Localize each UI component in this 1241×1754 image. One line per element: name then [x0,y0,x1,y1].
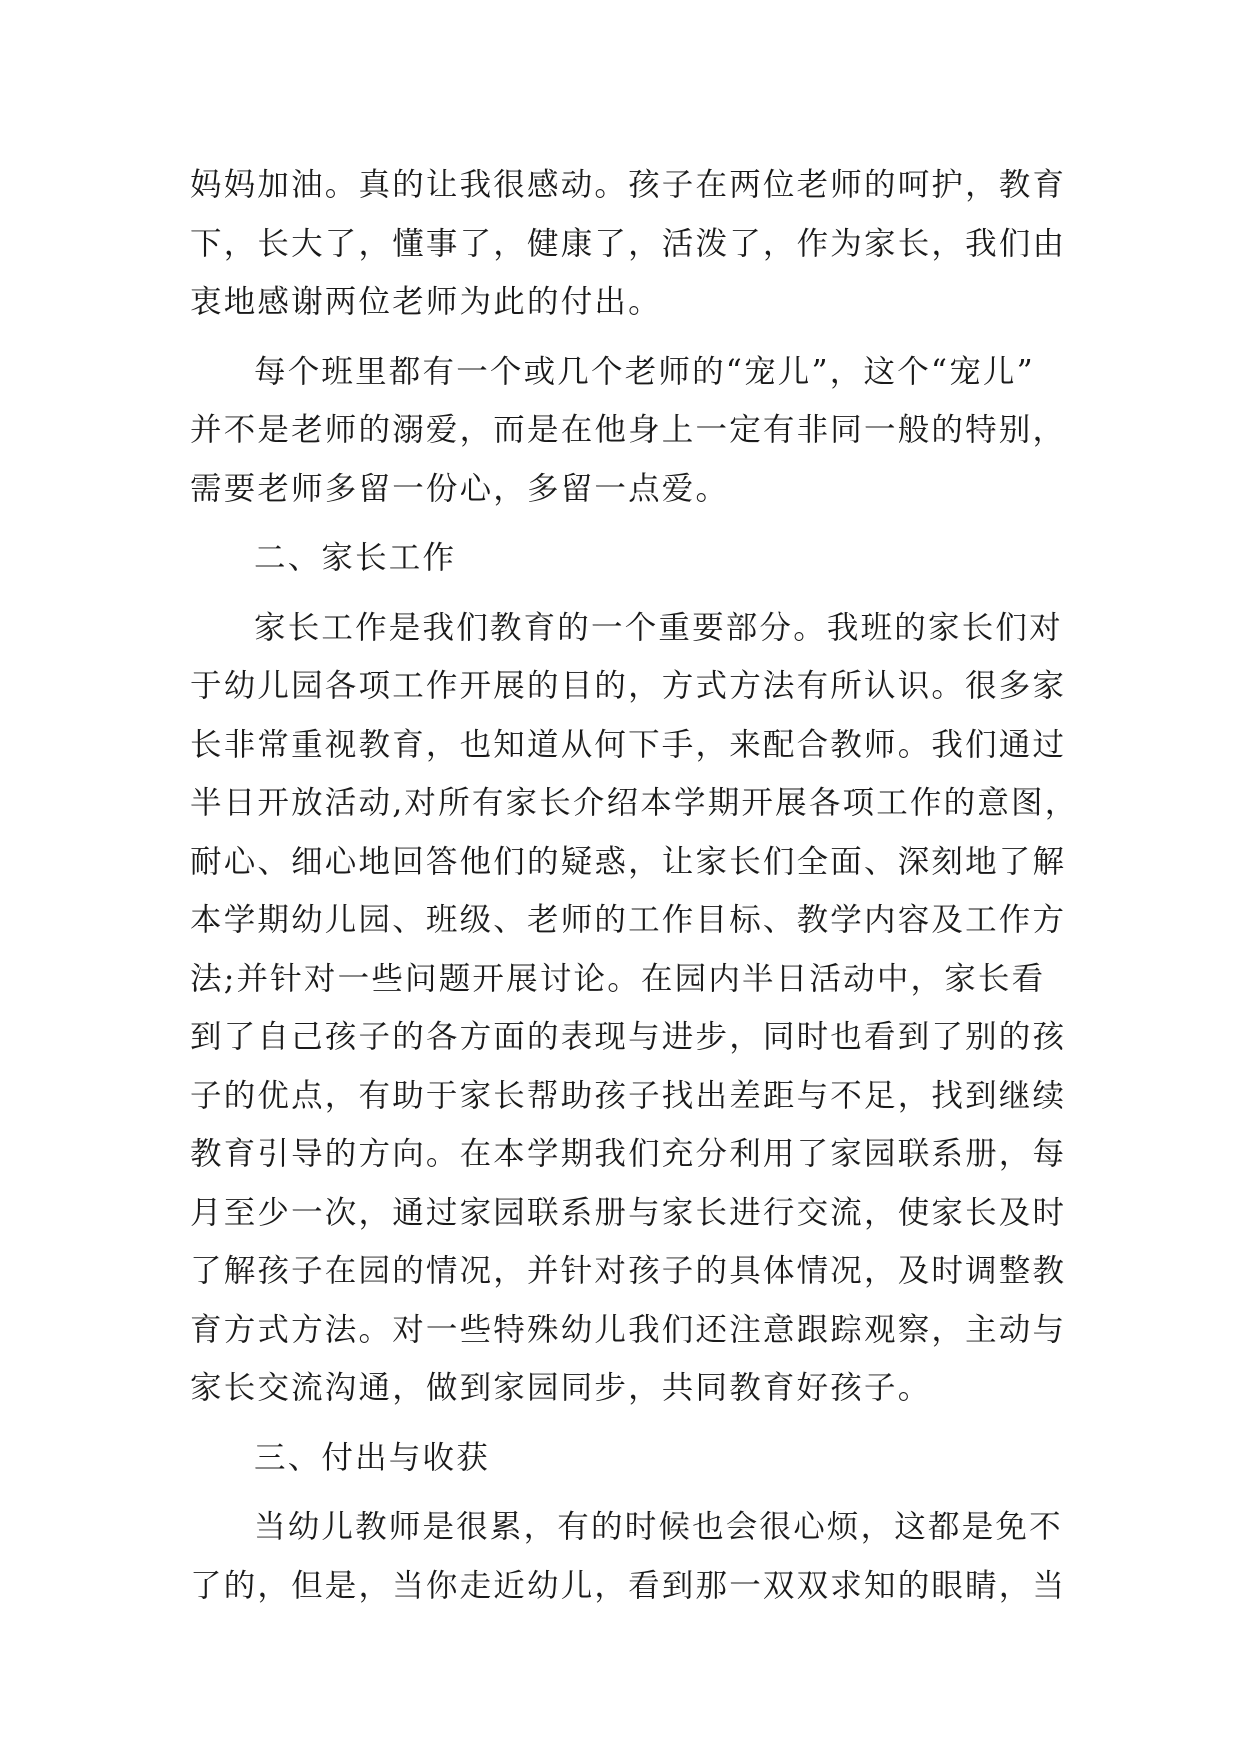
body-line: 并不是老师的溺爱，而是在他身上一定有非同一般的特别， [190,412,1067,448]
body-line: 了解孩子在园的情况，并针对孩子的具体情况，及时调整教 [190,1253,1067,1289]
body-line: 长非常重视教育，也知道从何下手，来配合教师。我们通过 [190,726,1067,763]
body-line: 家长交流沟通，做到家园同步，共同教育好孩子。 [190,1370,932,1406]
body-line: 到了自己孩子的各方面的表现与进步，同时也看到了别的孩 [190,1019,1067,1055]
body-line: 育方式方法。对一些特殊幼儿我们还注意跟踪观察，主动与 [190,1311,1067,1348]
body-line: 耐心、细心地回答他们的疑惑，让家长们全面、深刻地了解 [190,843,1067,880]
body-line: 子的优点，有助于家长帮助孩子找出差距与不足，找到继续 [190,1077,1067,1114]
paragraph-first-line: 家长工作是我们教育的一个重要部分。我班的家长们对 [254,609,1063,646]
section-heading: 二、家长工作 [254,540,457,576]
body-line: 教育引导的方向。在本学期我们充分利用了家园联系册，每 [190,1136,1067,1172]
section-heading: 三、付出与收获 [254,1439,490,1476]
body-line: 妈妈加油。真的让我很感动。孩子在两位老师的呵护，教育 [190,167,1067,203]
body-line: 月至少一次，通过家园联系册与家长进行交流，使家长及时 [190,1194,1067,1231]
body-line: 了的，但是，当你走近幼儿，看到那一双双求知的眼睛，当 [190,1567,1067,1604]
body-line: 法;并针对一些问题开展讨论。在园内半日活动中，家长看 [190,960,1046,997]
body-line: 本学期幼儿园、班级、老师的工作目标、教学内容及工作方 [190,902,1067,938]
body-line: 于幼儿园各项工作开展的目的，方式方法有所认识。很多家 [190,668,1067,704]
body-line: 衷地感谢两位老师为此的付出。 [190,284,662,320]
body-line: 需要老师多留一份心，多留一点爱。 [190,470,730,507]
body-line: 半日开放活动,对所有家长介绍本学期开展各项工作的意图， [190,785,1079,821]
document-body [190,156,1079,1615]
body-line: 下，长大了，懂事了，健康了，活泼了，作为家长，我们由 [190,225,1067,262]
paragraph-first-line: 当幼儿教师是很累，有的时候也会很心烦，这都是免不 [254,1509,1063,1545]
paragraph-first-line: 每个班里都有一个或几个老师的“宠儿”，这个“宠儿” [254,353,1035,390]
